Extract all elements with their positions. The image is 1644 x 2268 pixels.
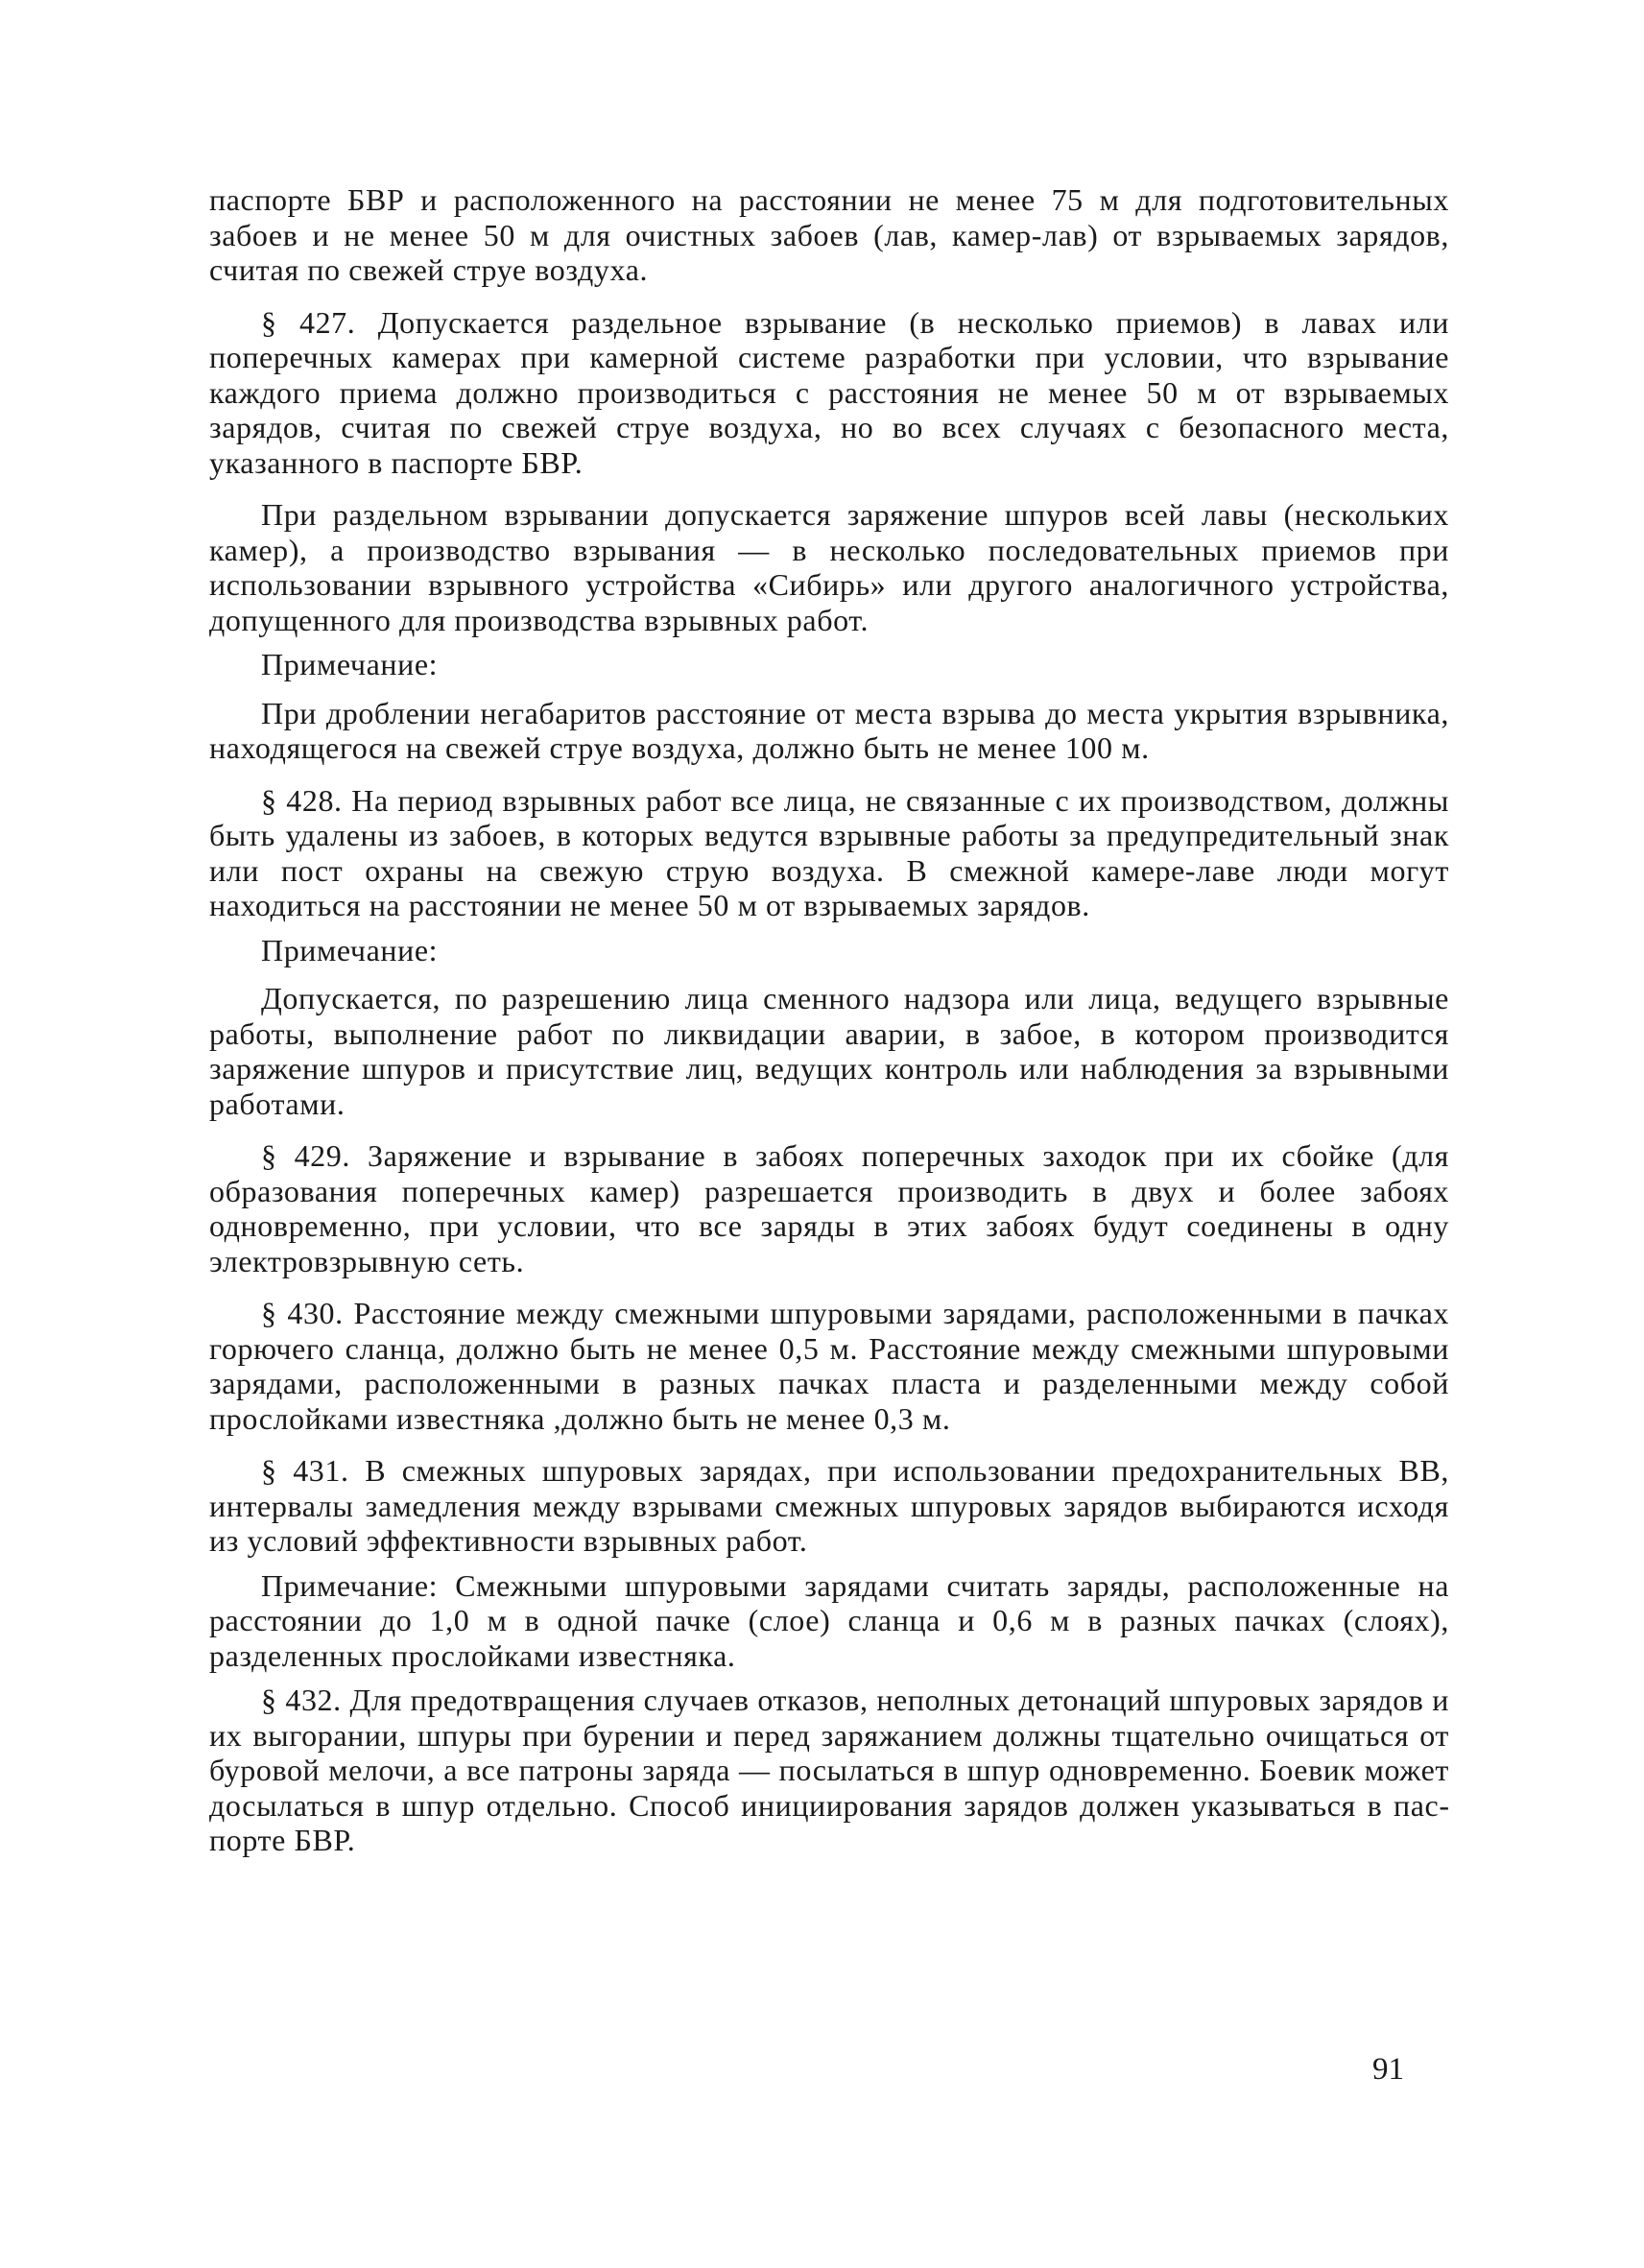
- note-text-1: При дроблении негабаритов расстояние от места взрыва до места укрытия взрывника, находящегося на свежей струе воздуха, должно быть не менее 100 м.: [209, 695, 1449, 765]
- note-text-3: Примечание: Смежными шпуровыми зарядами считать заряды, расположенные на расстоянии до 1,0 м в одной пачке (слое) сланца и 0,6 м в разных пачках (слоях), разделенных прослойками известняка.: [209, 1567, 1449, 1673]
- paragraph-427-part2: При раздельном взрывании допускается заряжение шпуров всей лавы (нескольких камер), а производство взрывания — в несколько последовательных приемов при использовании взрывного устройства «Сибирь» или другого аналогичного устройства, допущенного для производства взрывных работ.: [209, 497, 1449, 637]
- note-text-2: Допускается, по разрешению лица сменного надзора или лица, ведущего взрывные работы, выполнение работ по ликвидации аварии, в забое, в котором производится заряжение шпуров и присутствие лиц, ведущих контроль или наблюдения за взрывными работами.: [209, 981, 1449, 1121]
- paragraph-431: § 431. В смежных шпуровых зарядах, при использовании предохранительных ВВ, интервалы замедления между взрывами смежных шпуровых зарядов выбираются исходя из условий эффективности взрывных работ.: [209, 1453, 1449, 1558]
- paragraph-432: § 432. Для предотвращения случаев отказов, неполных детонаций шпуровых зарядов и их выгорании, шпуры при бурении и перед заряжанием должны тщательно очищаться от буровой мелочи, а все патроны заряда — посылаться в шпур одновременно. Боевик может досылаться в шпур отдельно. Способ инициирования зарядов должен указываться в паспорте БВР.: [209, 1683, 1449, 1857]
- page-number: 91: [1372, 2052, 1404, 2087]
- note-heading: Примечание:: [261, 647, 439, 681]
- note-heading-2: Примечание:: [261, 932, 439, 967]
- paragraph-continuation: паспорте БВР и расположенного на расстоянии не менее 75 м для подготовительных забоев и не менее 50 м для очистных забоев (лав, камер-лав) от взрываемых зарядов, считая по свежей струе воздуха.: [209, 182, 1449, 287]
- paragraph-428: § 428. На период взрывных работ все лица, не связанные с их производством, должны быть удалены из забоев, в которых ведутся взрывные работы за предупредительный знак или пост охраны на свежую струю воздуха. В смежной камере-лаве люди могут находиться на расстоянии не менее 50 м от взрываемых зарядов.: [209, 782, 1449, 922]
- paragraph-429: § 429. Заряжение и взрывание в забоях поперечных заходок при их сбойке (для образования поперечных камер) разрешается производить в двух и более забоях одновременно, при условии, что все заряды в этих забоях будут соединены в одну электровзрывную сеть.: [209, 1138, 1449, 1278]
- paragraph-430: § 430. Расстояние между смежными шпуровыми зарядами, расположенными в пачках горючего сланца, должно быть не менее 0,5 м. Расстояние между смежными шпуровыми зарядами, расположенными в разных пачках пласта и разделенными между собой прослойками известняка ,должно быть не менее 0,3 м.: [209, 1296, 1449, 1436]
- paragraph-427: § 427. Допускается раздельное взрывание (в несколько приемов) в лавах или поперечных камерах при камерной системе разработки при условии, что взрывание каждого приема должно производиться с расстояния не менее 50 м от взрываемых зарядов, считая по свежей струе воздуха, но во всех случаях с безопасного места, указанного в паспорте БВР.: [209, 304, 1449, 480]
- document-body: [209, 182, 1449, 1875]
